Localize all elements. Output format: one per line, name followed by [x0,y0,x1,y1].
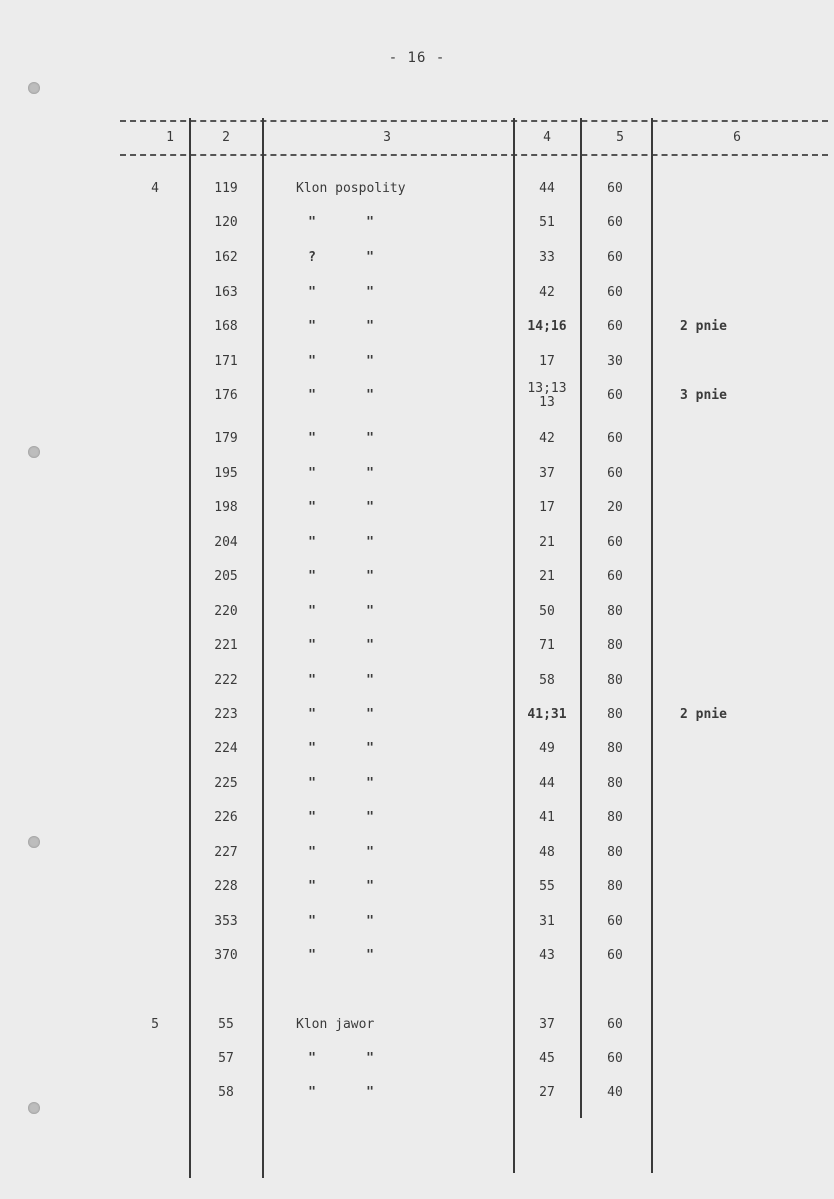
ditto-mark: " [308,673,316,688]
ditto-mark: " [366,354,374,369]
table-row [0,466,834,490]
remarks-cell: 2 pnie [680,319,727,334]
height-cell: 80 [607,673,623,688]
ditto-mark: " [308,388,316,403]
ditto-mark: " [308,535,316,550]
table-row [0,181,834,205]
ditto-mark: " [366,604,374,619]
height-cell: 60 [607,215,623,230]
ditto-mark: " [366,776,374,791]
tree-number-cell: 163 [214,285,238,300]
height-cell: 60 [607,914,623,929]
circumference-cell: 51 [539,215,555,230]
height-cell: 60 [607,388,623,403]
species-name-cell: Klon jawor [296,1017,375,1032]
circumference-cell: 37 [539,466,555,481]
ditto-mark: " [308,707,316,722]
tree-number-cell: 205 [214,569,238,584]
ditto-mark: " [308,879,316,894]
table-row [0,707,834,731]
tree-number-cell: 162 [214,250,238,265]
ditto-mark: " [308,948,316,963]
ditto-mark: " [366,741,374,756]
species-name-cell: Klon pospolity [296,181,406,196]
tree-number-cell: 168 [214,319,238,334]
tree-number-cell: 195 [214,466,238,481]
table-top-rule [120,120,828,122]
tree-number-cell: 224 [214,741,238,756]
ditto-mark: " [308,215,316,230]
tree-number-cell: 119 [214,181,238,196]
page-number: - 16 - [388,50,446,66]
ditto-mark: " [366,388,374,403]
ditto-mark: " [308,914,316,929]
section-number-cell: 5 [151,1017,159,1032]
height-cell: 20 [607,500,623,515]
table-row [0,879,834,903]
height-cell: 60 [607,181,623,196]
ditto-mark: " [366,285,374,300]
circumference-cell: 21 [539,535,555,550]
circumference-cell: 44 [539,181,555,196]
table-row [0,948,834,972]
ditto-mark: " [366,914,374,929]
circumference-cell: 49 [539,741,555,756]
ditto-mark: " [366,707,374,722]
height-cell: 40 [607,1085,623,1100]
tree-number-cell: 176 [214,388,238,403]
tree-number-cell: 57 [218,1051,234,1066]
circumference-cell: 14;16 [527,319,567,334]
circumference-cell: 41 [539,810,555,825]
tree-number-cell: 179 [214,431,238,446]
circumference-value-continued: 13 [539,395,555,410]
circumference-cell: 33 [539,250,555,265]
table-row [0,1017,834,1041]
ditto-mark: " [366,845,374,860]
table-row [0,381,834,412]
height-cell: 80 [607,776,623,791]
table-row [0,673,834,697]
table-row [0,250,834,274]
circumference-cell: 21 [539,569,555,584]
circumference-cell: 27 [539,1085,555,1100]
ditto-mark: " [366,500,374,515]
ditto-mark: " [366,569,374,584]
header-col-5: 5 [616,130,624,145]
ditto-mark: " [308,1051,316,1066]
header-col-3: 3 [383,130,391,145]
ditto-mark: " [366,948,374,963]
height-cell: 80 [607,810,623,825]
table-row [0,1085,834,1109]
header-col-1: 1 [166,130,174,145]
ditto-mark: " [308,604,316,619]
height-cell: 80 [607,741,623,756]
remarks-cell: 2 pnie [680,707,727,722]
table-row [0,535,834,559]
ditto-mark: " [366,319,374,334]
tree-number-cell: 370 [214,948,238,963]
height-cell: 60 [607,250,623,265]
tree-number-cell: 225 [214,776,238,791]
ditto-mark: " [366,250,374,265]
table-header-rule [120,154,828,156]
table-row [0,776,834,800]
table-row [0,638,834,662]
circumference-cell: 58 [539,673,555,688]
table-row [0,431,834,455]
height-cell: 60 [607,285,623,300]
remarks-cell: 3 pnie [680,388,727,403]
circumference-cell: 55 [539,879,555,894]
table-row [0,604,834,628]
ditto-mark: " [366,466,374,481]
ditto-mark: " [308,354,316,369]
height-cell: 80 [607,638,623,653]
ditto-mark: " [308,431,316,446]
height-cell: 60 [607,1017,623,1032]
table-row [0,319,834,343]
ditto-mark: " [308,319,316,334]
tree-number-cell: 222 [214,673,238,688]
punch-hole [28,82,40,94]
ditto-mark: " [308,741,316,756]
ditto-mark: " [366,431,374,446]
height-cell: 60 [607,535,623,550]
header-col-6: 6 [733,130,741,145]
height-cell: 60 [607,948,623,963]
ditto-mark: " [366,1085,374,1100]
tree-number-cell: 221 [214,638,238,653]
tree-number-cell: 226 [214,810,238,825]
ditto-mark: " [366,673,374,688]
tree-number-cell: 58 [218,1085,234,1100]
table-row [0,354,834,378]
ditto-mark: " [308,285,316,300]
table-row [0,500,834,524]
height-cell: 60 [607,431,623,446]
circumference-cell: 17 [539,354,555,369]
ditto-mark: " [366,215,374,230]
circumference-cell: 41;31 [527,707,567,722]
height-cell: 60 [607,1051,623,1066]
circumference-cell: 43 [539,948,555,963]
height-cell: 80 [607,604,623,619]
tree-number-cell: 198 [214,500,238,515]
circumference-cell: 71 [539,638,555,653]
table-row [0,741,834,765]
tree-number-cell: 171 [214,354,238,369]
table-row [0,914,834,938]
circumference-cell: 17 [539,500,555,515]
circumference-cell: 42 [539,285,555,300]
tree-number-cell: 228 [214,879,238,894]
circumference-cell: 50 [539,604,555,619]
circumference-cell: 31 [539,914,555,929]
tree-number-cell: 204 [214,535,238,550]
ditto-mark: " [308,776,316,791]
ditto-mark: " [366,535,374,550]
table-row [0,810,834,834]
ditto-mark: " [366,879,374,894]
ditto-mark: " [308,810,316,825]
ditto-mark: " [366,638,374,653]
ditto-mark: " [366,1051,374,1066]
tree-number-cell: 120 [214,215,238,230]
circumference-value: 13;13 [527,381,567,396]
header-col-4: 4 [543,130,551,145]
ditto-mark: " [308,845,316,860]
ditto-mark: " [308,569,316,584]
height-cell: 80 [607,707,623,722]
height-cell: 60 [607,319,623,334]
tree-number-cell: 353 [214,914,238,929]
tree-number-cell: 55 [218,1017,234,1032]
circumference-cell: 37 [539,1017,555,1032]
circumference-cell: 48 [539,845,555,860]
height-cell: 60 [607,466,623,481]
table-row [0,569,834,593]
ditto-mark: " [308,1085,316,1100]
ditto-mark: " [308,500,316,515]
table-row [0,1051,834,1075]
table-row [0,845,834,869]
ditto-mark: ? [308,250,316,265]
ditto-mark: " [308,466,316,481]
height-cell: 80 [607,845,623,860]
circumference-cell: 44 [539,776,555,791]
tree-number-cell: 223 [214,707,238,722]
circumference-cell: 45 [539,1051,555,1066]
circumference-cell: 42 [539,431,555,446]
tree-number-cell: 220 [214,604,238,619]
table-row [0,215,834,239]
ditto-mark: " [366,810,374,825]
header-col-2: 2 [222,130,230,145]
height-cell: 80 [607,879,623,894]
ditto-mark: " [308,638,316,653]
table-row [0,285,834,309]
height-cell: 60 [607,569,623,584]
tree-number-cell: 227 [214,845,238,860]
circumference-cell [514,382,580,410]
section-number-cell: 4 [151,181,159,196]
height-cell: 30 [607,354,623,369]
